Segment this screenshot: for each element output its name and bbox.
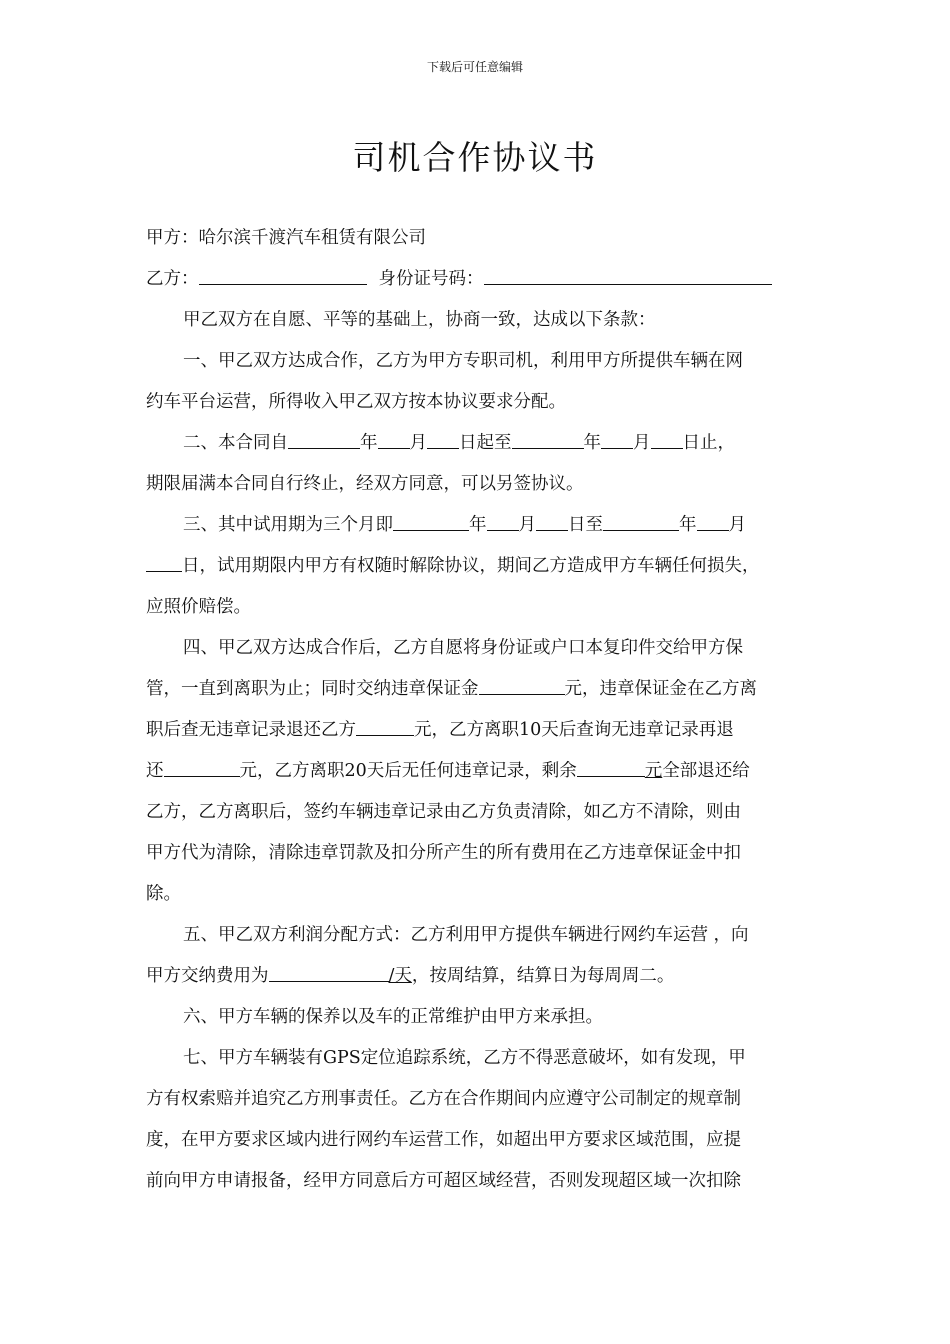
trial-end-year-blank <box>603 510 679 531</box>
document-title: 司机合作协议书 <box>352 138 598 177</box>
start-month-blank <box>378 428 410 449</box>
refund-1-blank <box>356 715 414 736</box>
clause-6-line: 六、甲方车辆的保养以及车的正常维护由甲方来承担。 <box>183 1007 603 1027</box>
trial-start-year-blank <box>393 510 469 531</box>
end-year-blank <box>512 428 584 449</box>
intro-line: 甲乙双方在自愿、平等的基础上，协商一致，达成以下条款： <box>183 310 656 330</box>
clause-5-line-1: 五、甲乙双方利润分配方式：乙方利用甲方提供车辆进行网约车运营 ，向 <box>183 925 749 945</box>
clause-3-line-3: 应照价赔偿。 <box>146 597 251 617</box>
clause-2-line-2: 期限届满本合同自行终止，经双方同意，可以另签协议。 <box>146 474 584 494</box>
refund-3-blank <box>577 756 645 777</box>
trial-start-month-blank <box>487 510 519 531</box>
clause-7-line-2: 方有权索赔并追究乙方刑事责任。乙方在合作期间内应遵守公司制定的规章制 <box>146 1089 741 1109</box>
clause-4-line-5: 乙方，乙方离职后，签约车辆违章记录由乙方负责清除，如乙方不清除，则由 <box>146 802 741 822</box>
clause-7-line-1: 七、甲方车辆装有GPS定位追踪系统，乙方不得恶意破坏，如有发现，甲 <box>183 1048 746 1068</box>
clause-4-line-3: 职后查无违章记录退还乙方 元，乙方离职10天后查询无违章记录再退 <box>146 714 801 755</box>
header-note: 下载后可任意编辑 <box>426 60 523 74</box>
start-day-blank <box>427 428 459 449</box>
trial-end-day-blank <box>146 551 182 572</box>
clause-4-line-1: 四、甲乙双方达成合作后，乙方自愿将身份证或户口本复印件交给甲方保 <box>183 638 743 658</box>
clause-7-line-4: 前向甲方申请报备，经甲方同意后方可超区域经营，否则发现超区域一次扣除 <box>146 1171 741 1191</box>
clause-5-line-2: 甲方交纳费用为 /天，按周结算，结算日为每周周二。 <box>146 960 801 1001</box>
trial-start-day-blank <box>536 510 568 531</box>
clause-4-line-7: 除。 <box>146 884 181 904</box>
deposit-amount-blank <box>479 674 565 695</box>
party-b-line: 乙方： 身份证号码： <box>146 263 801 304</box>
document-body <box>146 222 801 1206</box>
clause-7-line-3: 度，在甲方要求区域内进行网约车运营工作，如超出甲方要求区域范围，应提 <box>146 1130 741 1150</box>
fee-amount-blank <box>269 961 389 982</box>
start-year-blank <box>288 428 360 449</box>
clause-3-line-1: 三、其中试用期为三个月即 年 月 日至 年 月 <box>146 509 801 550</box>
clause-1-line-2: 约车平台运营，所得收入甲乙双方按本协议要求分配。 <box>146 392 566 412</box>
trial-end-month-blank <box>697 510 729 531</box>
clause-1-line-1: 一、甲乙双方达成合作，乙方为甲方专职司机，利用甲方所提供车辆在网 <box>183 351 743 371</box>
clause-4-line-4: 还 元，乙方离职20天后无任何违章记录，剩余 元全部退还给 <box>146 755 801 796</box>
clause-4-line-2: 管，一直到离职为止；同时交纳违章保证金 元，违章保证金在乙方离 <box>146 673 801 714</box>
party-b-blank <box>199 264 367 285</box>
clause-2-line-1: 二、本合同自 年 月 日起至 年 月 日止， <box>146 427 801 468</box>
end-month-blank <box>601 428 633 449</box>
clause-3-line-2: 日，试用期限内甲方有权随时解除协议，期间乙方造成甲方车辆任何损失， <box>146 550 801 591</box>
end-day-blank <box>651 428 683 449</box>
refund-2-blank <box>164 756 240 777</box>
party-a-line: 甲方：哈尔滨千渡汽车租赁有限公司 <box>146 228 426 248</box>
clause-4-line-6: 甲方代为清除，清除违章罚款及扣分所产生的所有费用在乙方违章保证金中扣 <box>146 843 741 863</box>
id-number-blank <box>484 264 772 285</box>
